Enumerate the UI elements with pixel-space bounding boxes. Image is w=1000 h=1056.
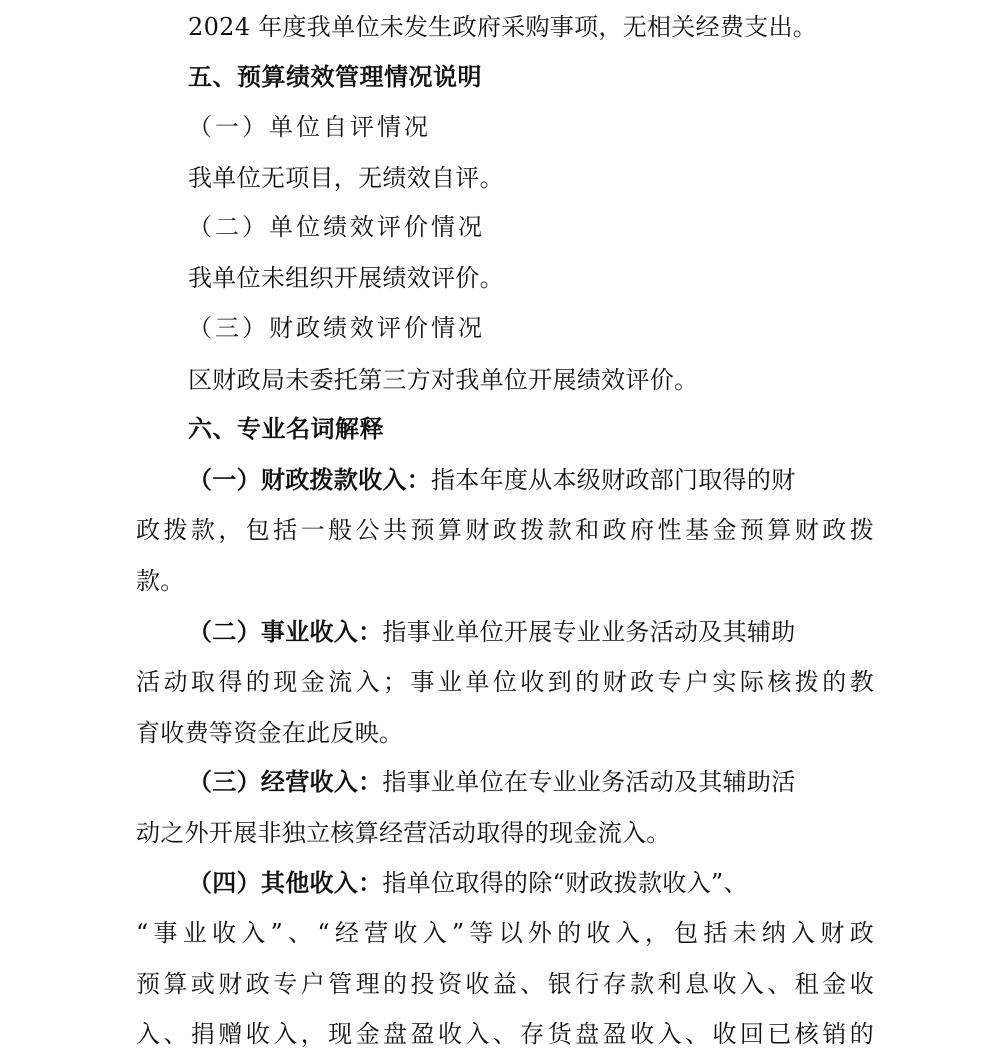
- term-4-line-4: 入、捐赠收入，现金盘盈收入、存货盘盈收入、收回已核销的: [136, 1020, 874, 1048]
- term-4-text: 指单位取得的除“财政拨款收入”、: [382, 869, 748, 897]
- term-3-label: （三）经营收入：: [188, 767, 383, 796]
- term-1-text: 指本年度从本级财政部门取得的财: [431, 466, 796, 494]
- term-1-label: （一）财政拨款收入：: [188, 465, 431, 494]
- term-2-label: （二）事业收入：: [188, 617, 383, 646]
- term-3-line-2: 动之外开展非独立核算经营活动取得的现金流入。: [136, 819, 671, 847]
- section-5-sub-1-body: 我单位无项目，无绩效自评。: [188, 164, 504, 192]
- term-3-first-line: [188, 767, 874, 797]
- term-3-text: 指事业单位在专业业务活动及其辅助活: [382, 768, 796, 796]
- term-4-label: （四）其他收入：: [188, 868, 383, 897]
- term-1-first-line: [188, 465, 874, 495]
- section-6-heading: 六、专业名词解释: [188, 415, 384, 443]
- term-1-line-3: 款。: [136, 567, 185, 595]
- section-5-sub-3-body: 区财政局未委托第三方对我单位开展绩效评价。: [188, 366, 699, 394]
- term-4-line-3: 预算或财政专户管理的投资收益、银行存款利息收入、租金收: [136, 970, 874, 998]
- section-5-sub-2-body: 我单位未组织开展绩效评价。: [188, 264, 504, 292]
- term-2-first-line: [188, 617, 874, 647]
- term-2-line-3: 育收费等资金在此反映。: [136, 719, 404, 747]
- section-5-sub-3-title: （三）财政绩效评价情况: [188, 314, 485, 342]
- term-2-line-2: 活动取得的现金流入；事业单位收到的财政专户实际核拨的教: [136, 668, 874, 696]
- term-2-text: 指事业单位开展专业业务活动及其辅助: [382, 618, 796, 646]
- section-5-heading: 五、预算绩效管理情况说明: [188, 63, 482, 91]
- term-4-line-2: “事业收入”、“经营收入”等以外的收入，包括未纳入财政: [136, 919, 874, 947]
- term-1-line-2: 政拨款，包括一般公共预算财政拨款和政府性基金预算财政拨: [136, 516, 874, 544]
- procurement-note: 2024 年度我单位未发生政府采购事项，无相关经费支出。: [188, 13, 818, 41]
- term-4-first-line: [188, 868, 874, 898]
- section-5-sub-2-title: （二）单位绩效评价情况: [188, 213, 485, 241]
- section-5-sub-1-title: （一）单位自评情况: [188, 113, 431, 141]
